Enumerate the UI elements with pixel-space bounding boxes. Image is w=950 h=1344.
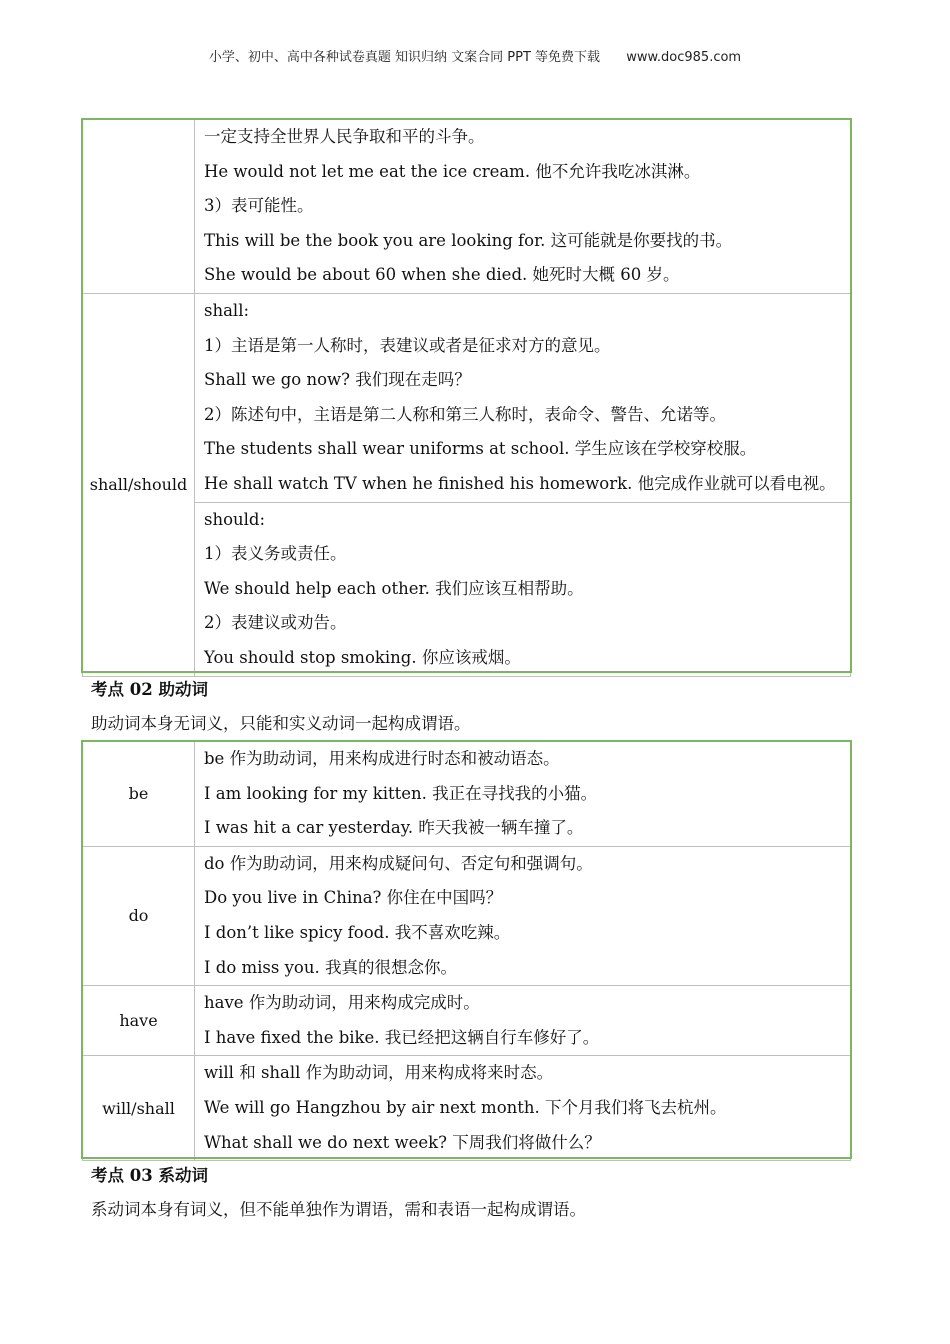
row-content — [195, 986, 851, 1056]
content-line: 一定支持全世界人民争取和平的斗争。 — [204, 127, 485, 146]
row-label: be — [83, 742, 195, 847]
table-row — [83, 293, 851, 502]
content-line: We will go Hangzhou by air next month. 下个月我们将飞去杭州。 — [204, 1097, 727, 1117]
row-content — [195, 293, 851, 502]
content-line: She would be about 60 when she died. 她死时大概 60 岁。 — [204, 265, 680, 285]
content-line: 1）主语是第一人称时，表建议或者是征求对方的意见。 — [204, 335, 611, 355]
content-line: The students shall wear uniforms at school. 学生应该在学校穿校服。 — [204, 439, 757, 459]
content-line: What shall we do next week? 下周我们将做什么？ — [204, 1132, 601, 1152]
content-line: I was hit a car yesterday. 昨天我被一辆车撞了。 — [204, 818, 584, 838]
content-line: be 作为助动词，用来构成进行时态和被动语态。 — [204, 749, 560, 768]
content-line: I have fixed the bike. 我已经把这辆自行车修好了。 — [204, 1027, 600, 1047]
content-line: I do miss you. 我真的很想念你。 — [204, 957, 457, 977]
content-line: will 和 shall 作为助动词，用来构成将来时态。 — [204, 1063, 554, 1083]
content-line: should: — [204, 509, 266, 529]
auxiliary-verbs-table — [82, 741, 851, 1161]
row-content — [195, 742, 851, 847]
content-line: We should help each other. 我们应该互相帮助。 — [204, 578, 584, 598]
section-heading: 考点 03 系动词 — [91, 1166, 208, 1185]
table-row — [83, 742, 851, 847]
row-label: shall/should — [83, 293, 195, 676]
row-label: have — [83, 986, 195, 1056]
content-line: shall: — [204, 300, 250, 320]
row-content — [195, 1056, 851, 1161]
content-line: Do you live in China? 你住在中国吗？ — [204, 888, 503, 908]
page-header — [0, 46, 950, 65]
table-row — [83, 120, 851, 294]
content-line: You should stop smoking. 你应该戒烟。 — [204, 647, 521, 667]
row-content — [195, 120, 851, 294]
table-row — [83, 986, 851, 1056]
table-row — [83, 846, 851, 985]
table-row — [83, 1056, 851, 1161]
row-content — [195, 846, 851, 985]
row-label — [83, 120, 195, 294]
content-line: 3）表可能性。 — [204, 196, 314, 216]
header-site: www.doc985.com — [626, 50, 742, 65]
content-line: 2）陈述句中，主语是第二人称和第三人称时，表命令、警告、允诺等。 — [204, 404, 726, 424]
table-row — [83, 502, 851, 676]
section-intro: 系动词本身有词义，但不能单独作为谓语，需和表语一起构成谓语。 — [91, 1200, 586, 1219]
content-line: Shall we go now? 我们现在走吗？ — [204, 370, 471, 390]
content-line: 1）表义务或责任。 — [204, 544, 347, 564]
row-content — [195, 502, 851, 676]
content-line: I don’t like spicy food. 我不喜欢吃辣。 — [204, 922, 511, 942]
content-line: do 作为助动词，用来构成疑问句、否定句和强调句。 — [204, 853, 593, 873]
modal-verbs-table — [82, 119, 851, 677]
content-line: have 作为助动词，用来构成完成时。 — [204, 993, 480, 1013]
row-label: do — [83, 846, 195, 985]
section-intro: 助动词本身无词义，只能和实义动词一起构成谓语。 — [91, 714, 471, 733]
content-line: He shall watch TV when he finished his homework. 他完成作业就可以看电视。 — [204, 473, 836, 493]
content-line: 2）表建议或劝告。 — [204, 613, 347, 633]
content-line: This will be the book you are looking for. 这可能就是你要找的书。 — [204, 230, 733, 250]
header-text: 小学、初中、高中各种试卷真题 知识归纳 文案合同 PPT 等免费下载 — [208, 50, 601, 65]
content-line: He would not let me eat the ice cream. 他不允许我吃冰淇淋。 — [204, 161, 701, 181]
section-heading: 考点 02 助动词 — [91, 680, 208, 699]
content-line: I am looking for my kitten. 我正在寻找我的小猫。 — [204, 783, 598, 803]
row-label: will/shall — [83, 1056, 195, 1161]
